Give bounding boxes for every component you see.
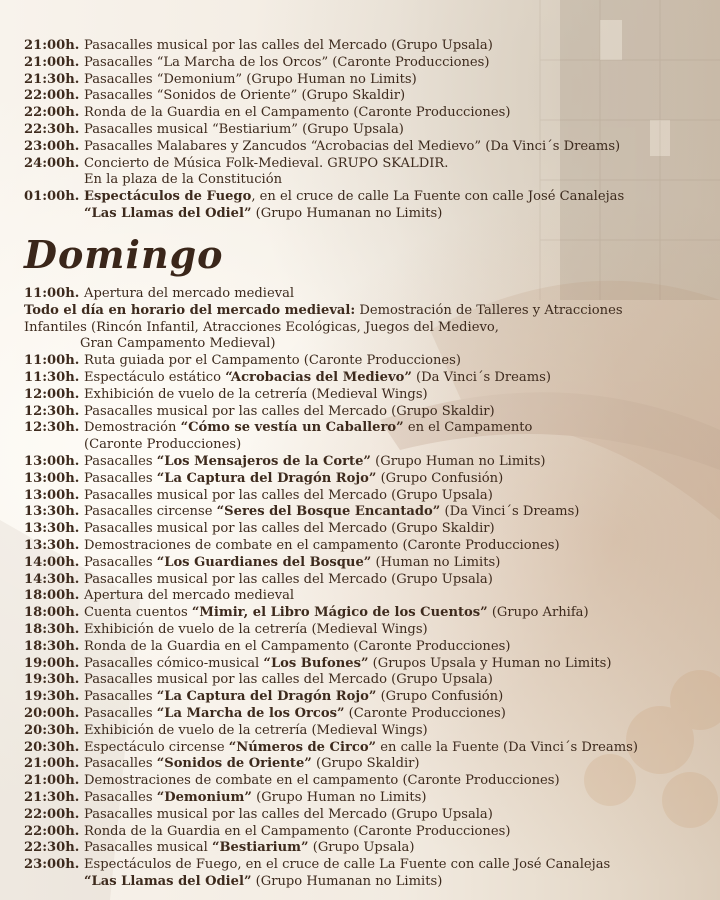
event-description: [84, 156, 448, 173]
event-text: Pasacalles: [84, 756, 157, 772]
event-text: (Caronte Producciones): [344, 705, 506, 721]
schedule-row: [24, 807, 714, 824]
event-text: Exhibición de vuelo de la cetrería (Medieval Wings): [84, 722, 428, 738]
highlighted-title: “Sonidos de Oriente”: [156, 756, 312, 772]
schedule-row: [24, 824, 714, 841]
event-description: [84, 488, 493, 505]
event-text: Ruta guiada por el Campamento (Caronte Producciones): [84, 353, 461, 369]
event-description: [84, 521, 495, 538]
event-time: 13:00h.: [24, 470, 80, 486]
schedule-row: [24, 488, 714, 505]
schedule-row: [24, 189, 714, 206]
schedule-row: [24, 706, 714, 723]
event-time: 13:00h.: [24, 487, 80, 503]
event-description: [84, 706, 506, 723]
schedule-row: [24, 756, 714, 773]
event-description: [84, 105, 510, 122]
highlighted-title: “Los Guardianes del Bosque”: [156, 554, 372, 570]
event-time: 18:00h.: [24, 605, 80, 621]
event-description: [84, 857, 610, 874]
event-text: Pasacalles: [84, 789, 157, 805]
event-text: Pasacalles: [84, 554, 157, 570]
event-text: Concierto de Música Folk-Medieval. GRUPO SKALDIR.: [84, 155, 449, 171]
event-time: 22:00h.: [24, 823, 80, 839]
event-text: Pasacalles: [84, 689, 157, 705]
event-text: Ronda de la Guardia en el Campamento (Caronte Producciones): [84, 823, 511, 839]
event-time: 18:00h.: [24, 588, 80, 604]
schedule-row-all-day: [24, 303, 714, 320]
event-text: Pasacalles musical “Bestiarium” (Grupo Upsala): [84, 121, 404, 137]
schedule-row: [24, 370, 714, 387]
event-text: Pasacalles: [84, 470, 157, 486]
event-description: [84, 773, 560, 790]
event-time: 21:00h.: [24, 54, 80, 70]
event-text: Pasacalles circense: [84, 504, 217, 520]
event-text: Pasacalles: [84, 705, 157, 721]
schedule-row: [24, 387, 714, 404]
event-time: 19:30h.: [24, 672, 80, 688]
schedule-row-continuation: [24, 172, 714, 189]
schedule-row: [24, 723, 714, 740]
highlighted-title: “Demonium”: [156, 789, 252, 805]
highlighted-title: “Los Mensajeros de la Corte”: [156, 453, 371, 469]
schedule-row: [24, 538, 714, 555]
event-description: [84, 387, 428, 404]
event-time: 18:30h.: [24, 638, 80, 654]
schedule-row: [24, 840, 714, 857]
event-text: (Grupo Arhifa): [487, 605, 589, 621]
event-time: 22:30h.: [24, 121, 80, 137]
event-time: 20:30h.: [24, 739, 80, 755]
event-time: 24:00h.: [24, 155, 80, 171]
schedule-row: [24, 857, 714, 874]
event-description: [84, 88, 405, 105]
event-text: Ronda de la Guardia en el Campamento (Caronte Producciones): [84, 105, 511, 121]
schedule-row-continuation: Gran Campamento Medieval): [80, 336, 276, 352]
event-text: Exhibición de vuelo de la cetrería (Medieval Wings): [84, 386, 428, 402]
highlighted-title: “La Captura del Dragón Rojo”: [156, 470, 377, 486]
schedule-row-continuation: Infantiles (Rincón Infantil, Atracciones Ecológicas, Juegos del Medievo,: [24, 319, 499, 335]
schedule-row: [24, 156, 714, 173]
event-text: Exhibición de vuelo de la cetrería (Medieval Wings): [84, 621, 428, 637]
event-description: [84, 639, 510, 656]
event-text: Espectáculos de Fuego, en el cruce de calle La Fuente con calle José Canalejas: [84, 857, 611, 873]
event-text: Pasacalles musical por las calles del Mercado (Grupo Skaldir): [84, 521, 495, 537]
schedule-row: [24, 555, 714, 572]
schedule-row: [24, 122, 714, 139]
event-text: Apertura del mercado medieval: [84, 286, 295, 301]
highlighted-title: “La Marcha de los Orcos”: [156, 705, 345, 721]
event-description: [84, 740, 638, 757]
schedule-row: [24, 55, 714, 72]
schedule-row: [24, 471, 714, 488]
event-time: 19:00h.: [24, 655, 80, 671]
event-time: 18:30h.: [24, 621, 80, 637]
event-description: [84, 122, 404, 139]
event-time: 23:00h.: [24, 138, 80, 154]
highlighted-title: “Números de Circo”: [228, 739, 377, 755]
event-text: (Grupo Confusión): [376, 689, 504, 705]
event-text: (Grupo Human no Limits): [251, 789, 427, 805]
event-description: [84, 72, 417, 89]
event-text: (Caronte Producciones): [84, 437, 242, 453]
event-text: (Grupo Skaldir): [311, 756, 420, 772]
event-description: [84, 790, 427, 807]
schedule-row: [24, 672, 714, 689]
event-text: (Grupos Upsala y Human no Limits): [368, 655, 612, 671]
event-text: Pasacalles musical: [84, 840, 212, 856]
event-time: 20:30h.: [24, 722, 80, 738]
event-time: 14:30h.: [24, 571, 80, 587]
highlighted-title: Todo el día en horario del mercado medieval:: [24, 302, 356, 318]
event-time: 22:00h.: [24, 88, 80, 104]
schedule-row-continuation: [24, 874, 714, 891]
event-text: Pasacalles Malabares y Zancudos “Acrobacias del Medievo” (Da Vinci´s Dreams): [84, 138, 621, 154]
event-description: [84, 420, 532, 437]
event-time: 20:00h.: [24, 705, 80, 721]
event-text: Espectáculo circense: [84, 739, 229, 755]
event-text: (Grupo Humanan no Limits): [251, 205, 443, 221]
event-text: Pasacalles cómico-musical: [84, 655, 264, 671]
event-time: 13:00h.: [24, 453, 80, 469]
event-description: [84, 404, 495, 421]
schedule-row-continuation: [24, 437, 714, 454]
event-text: Demostración de Talleres y Atracciones: [355, 302, 623, 318]
schedule-row: [24, 656, 714, 673]
event-text: en calle la Fuente (Da Vinci´s Dreams): [376, 739, 638, 755]
schedule-row: [24, 420, 714, 437]
event-text: Pasacalles musical por las calles del Mercado (Grupo Upsala): [84, 672, 493, 688]
event-text: Espectáculo estático: [84, 369, 226, 385]
event-text: Demostraciones de combate en el campamento (Caronte Producciones): [84, 537, 560, 553]
event-description: [84, 55, 490, 72]
event-text: Pasacalles “Demonium” (Grupo Human no Limits): [84, 71, 417, 87]
event-text: (Grupo Human no Limits): [370, 453, 546, 469]
event-text: Cuenta cuentos: [84, 605, 192, 621]
event-time: 11:00h.: [24, 286, 80, 301]
schedule-row: [24, 773, 714, 790]
event-text: , en el cruce de calle La Fuente con calle José Canalejas: [251, 189, 625, 205]
event-time: 01:00h.: [24, 189, 80, 205]
schedule-row-continuation: [24, 206, 714, 223]
event-text: (Da Vinci´s Dreams): [411, 369, 551, 385]
event-time: 13:30h.: [24, 504, 80, 520]
event-time: 11:30h.: [24, 369, 80, 385]
schedule-row: [24, 38, 714, 55]
event-text: Pasacalles musical por las calles del Mercado (Grupo Upsala): [84, 487, 493, 503]
schedule-row: [24, 605, 714, 622]
event-time: 23:00h.: [24, 857, 80, 873]
event-description: [84, 38, 493, 55]
event-time: 11:00h.: [24, 353, 80, 369]
event-time: 12:30h.: [24, 420, 80, 436]
event-text: Pasacalles musical por las calles del Mercado (Grupo Skaldir): [84, 403, 495, 419]
event-description: [84, 353, 461, 370]
schedule-row: [24, 286, 714, 303]
event-text: Pasacalles “La Marcha de los Orcos” (Caronte Producciones): [84, 54, 490, 70]
event-description: [84, 286, 294, 303]
schedule-row: [24, 88, 714, 105]
event-description: [84, 471, 503, 488]
event-text: (Grupo Confusión): [376, 470, 504, 486]
event-time: 21:00h.: [24, 38, 80, 53]
event-text: Demostraciones de combate en el campamento (Caronte Producciones): [84, 773, 560, 789]
schedule-row: [24, 521, 714, 538]
event-text: Pasacalles musical por las calles del Mercado (Grupo Upsala): [84, 571, 493, 587]
event-time: 13:30h.: [24, 521, 80, 537]
schedule-row: [24, 588, 714, 605]
highlighted-title: “Bestiarium”: [211, 840, 309, 856]
schedule-row: [24, 139, 714, 156]
event-description: [84, 538, 560, 555]
schedule-row: [24, 454, 714, 471]
event-description: [84, 588, 294, 605]
schedule-row: [24, 105, 714, 122]
event-description: [84, 370, 551, 387]
event-time: 21:00h.: [24, 773, 80, 789]
event-text: Pasacalles: [84, 453, 157, 469]
event-time: 21:30h.: [24, 71, 80, 87]
event-text: Demostración: [84, 420, 181, 436]
sunday-schedule: [24, 286, 714, 891]
highlighted-title: “Las Llamas del Odiel”: [84, 205, 252, 221]
highlighted-title: “Cómo se vestía un Caballero”: [180, 420, 404, 436]
event-description: [84, 672, 493, 689]
event-description: [84, 454, 546, 471]
event-text: Pasacalles musical por las calles del Mercado (Grupo Upsala): [84, 38, 493, 53]
event-description: [84, 622, 428, 639]
event-time: 22:00h.: [24, 105, 80, 121]
event-description: [84, 824, 510, 841]
event-description: [84, 555, 500, 572]
schedule-row: [24, 639, 714, 656]
event-time: 14:00h.: [24, 554, 80, 570]
highlighted-title: “Los Bufones”: [263, 655, 369, 671]
event-description: [84, 656, 611, 673]
schedule-row: [24, 504, 714, 521]
event-description: [84, 139, 620, 156]
highlighted-title: “Seres del Bosque Encantado”: [216, 504, 441, 520]
event-description: [84, 605, 589, 622]
event-description: [84, 756, 420, 773]
event-text: En la plaza de la Constitución: [84, 172, 283, 188]
highlighted-title: “La Captura del Dragón Rojo”: [156, 689, 377, 705]
event-text: Ronda de la Guardia en el Campamento (Caronte Producciones): [84, 638, 511, 654]
event-description: [84, 572, 493, 589]
event-text: (Grupo Upsala): [308, 840, 415, 856]
event-text: (Grupo Humanan no Limits): [251, 873, 443, 889]
event-time: 12:30h.: [24, 403, 80, 419]
event-text: Apertura del mercado medieval: [84, 588, 295, 604]
section-heading-domingo: Domingo: [24, 232, 224, 277]
event-time: 22:30h.: [24, 840, 80, 856]
event-time: 12:00h.: [24, 386, 80, 402]
schedule-row: [24, 353, 714, 370]
schedule-row: [24, 572, 714, 589]
event-text: Pasacalles “Sonidos de Oriente” (Grupo Skaldir): [84, 88, 406, 104]
event-time: 22:00h.: [24, 806, 80, 822]
event-time: 21:30h.: [24, 789, 80, 805]
event-description: [84, 504, 579, 521]
schedule-row: [24, 689, 714, 706]
schedule-row: [24, 622, 714, 639]
event-text: en el Campamento: [403, 420, 533, 436]
event-time: 13:30h.: [24, 537, 80, 553]
saturday-schedule: [24, 38, 714, 223]
highlighted-title: “Las Llamas del Odiel”: [84, 873, 252, 889]
schedule-row: [24, 740, 714, 757]
event-text: (Da Vinci´s Dreams): [440, 504, 580, 520]
event-description: [84, 840, 414, 857]
event-text: Pasacalles musical por las calles del Mercado (Grupo Upsala): [84, 806, 493, 822]
event-time: 21:00h.: [24, 756, 80, 772]
highlighted-title: “Acrobacias del Medievo”: [225, 369, 412, 385]
schedule-row: [24, 404, 714, 421]
highlighted-title: Espectáculos de Fuego: [84, 189, 252, 205]
event-description: [84, 689, 503, 706]
event-description: [84, 807, 493, 824]
event-description: [84, 189, 624, 206]
event-time: 19:30h.: [24, 689, 80, 705]
schedule-row: [24, 790, 714, 807]
event-text: (Human no Limits): [371, 554, 501, 570]
event-description: [84, 723, 428, 740]
schedule-row: [24, 72, 714, 89]
highlighted-title: “Mimir, el Libro Mágico de los Cuentos”: [191, 605, 488, 621]
